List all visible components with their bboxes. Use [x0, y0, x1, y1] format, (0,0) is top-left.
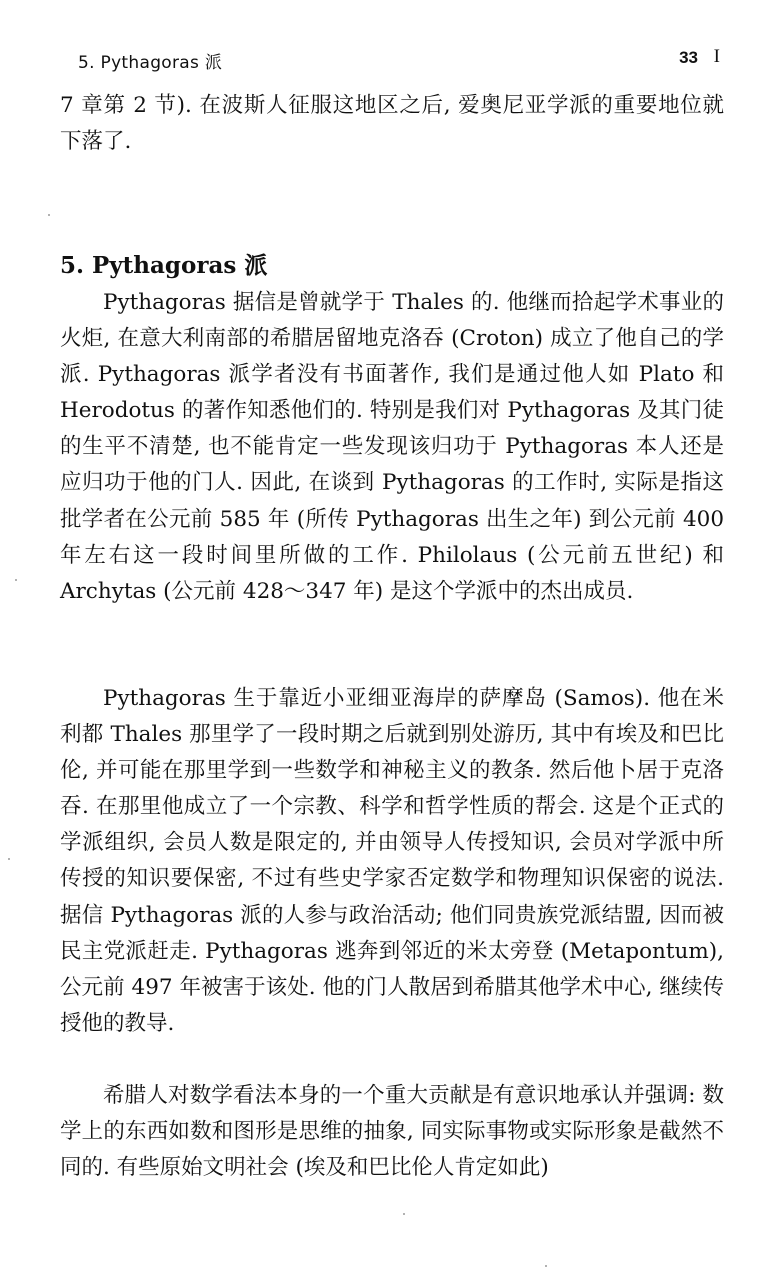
body-paragraph-2: Pythagoras 生于靠近小亚细亚海岸的萨摩岛 (Samos). 他在米利都 Thales 那里学了一段时期之后就到别处游历, 其中有埃及和巴比伦, 并可能在那里学到一些数学和神秘主义的教条. 然后他卜居于克洛吞. 在那里他成立了一个宗教、科学和哲学性质的帮会. 这是个正式的学派组织, 会员人数是限定的, 并由领导人传授知识, 会员对学派中所传授的知识要保密, 不过有些史学家否定数学和物理知识保密的说法. 据信 Pythagoras 派的人参与政治活动; 他们同贵族党派结盟, 因而被民主党派赶走. Pythagoras 逃奔到邻近的米太旁登 (Metapontum), 公元前 497 年被害于该处. 他的门人散居到希腊其他学术中心, 继续传授他的教导. [60, 686, 724, 1036]
scan-speck [545, 1265, 547, 1267]
scan-speck [8, 858, 10, 860]
scan-speck [15, 579, 17, 581]
running-title: 5. Pythagoras 派 [78, 53, 223, 73]
scan-speck [403, 1213, 405, 1215]
section-heading: 5. Pythagoras 派 [60, 252, 268, 279]
body-paragraph-3: 希腊人对数学看法本身的一个重大贡献是有意识地承认并强调: 数学上的东西如数和图形是思维的抽象, 同实际事物或实际形象是截然不同的. 有些原始文明社会 (埃及和巴比伦人肯定如此) [60, 1083, 724, 1181]
continuation-paragraph: 7 章第 2 节). 在波斯人征服这地区之后, 爱奥尼亚学派的重要地位就下落了. [60, 93, 724, 155]
page-number: 33 [679, 48, 698, 67]
page-marker: I [713, 46, 720, 67]
running-header [78, 48, 720, 74]
body-paragraph-1: Pythagoras 据信是曾就学于 Thales 的. 他继而拾起学术事业的火炬, 在意大利南部的希腊居留地克洛吞 (Croton) 成立了他自己的学派. Pythagoras 派学者没有书面著作, 我们是通过他人如 Plato 和 Herodotus 的著作知悉他们的. 特别是我们对 Pythagoras 及其门徒的生平不清楚, 也不能肯定一些发现该归功于 Pythagoras 本人还是应归功于他的门人. 因此, 在谈到 Pythagoras 的工作时, 实际是指这批学者在公元前 585 年 (所传 Pythagoras 出生之年) 到公元前 400 年左右这一段时间里所做的工作. Philolaus (公元前五世纪) 和 Archytas (公元前 428～347 年) 是这个学派中的杰出成员. [60, 290, 724, 604]
scan-speck [48, 214, 50, 216]
